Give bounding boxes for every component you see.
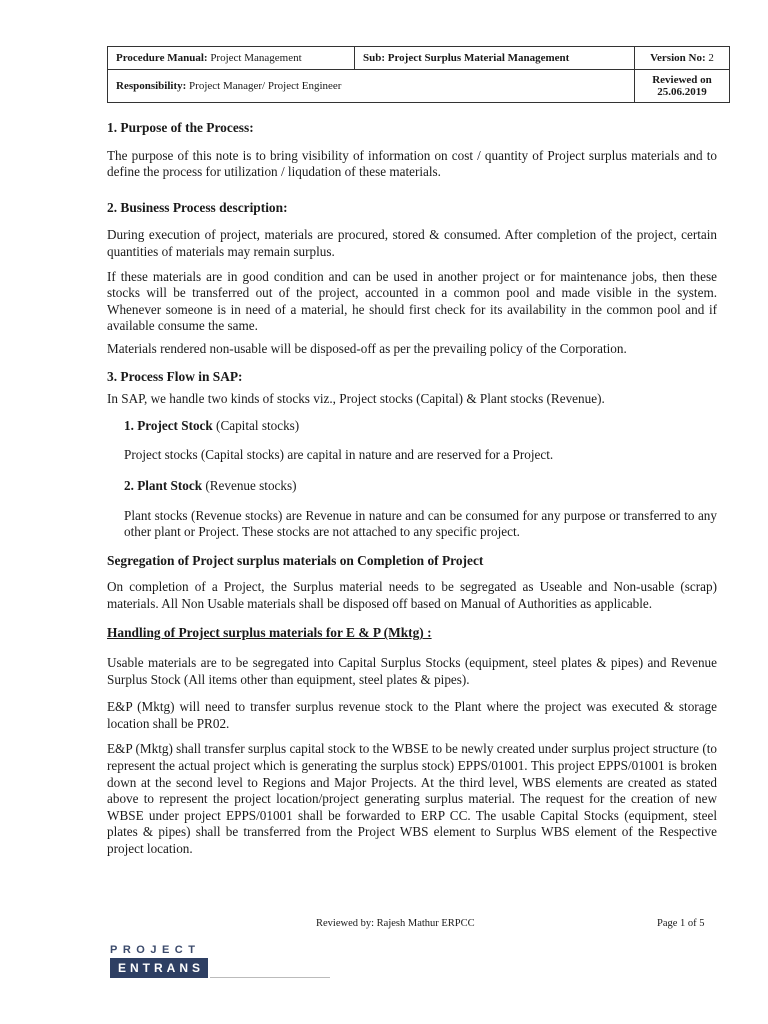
page-number: Page 1 of 5: [657, 918, 705, 929]
manual-value: Project Management: [207, 52, 302, 64]
version-value: 2: [705, 52, 714, 64]
responsibility-value: Project Manager/ Project Engineer: [186, 80, 342, 92]
subject-label: Sub: Project Surplus Material Management: [363, 52, 570, 64]
handling-paragraph-3: E&P (Mktg) shall transfer surplus capital stock to the WBSE to be newly created under surplus project structure (to represent the actual project which is generating the surplus stock) EPPS/01001. This project EPPS/01001 is broken down at the second level to Regions and Major Projects. At the third level, WBS elements are created as stated above to represent the project location/project generating surplus material. The request for the creation of new WBSE under project EPPS/01001 shall be forwarded to ERP CC. The usable Capital Stocks (equipment, steel plates & pipes) shall be transferred from the Project WBS element to Surplus WBS element of the Respective project location.: [107, 741, 717, 856]
company-logo: [110, 944, 208, 978]
segregation-paragraph: On completion of a Project, the Surplus material needs to be segregated as Useable and Non-usable (scrap) materials. All Non Usable materials shall be disposed off based on Manual of Authorities as applicable.: [107, 579, 717, 611]
manual-cell: [108, 47, 355, 70]
project-stock-label: 1. Project Stock: [124, 417, 213, 433]
subject-cell: [355, 47, 635, 70]
plant-stock-heading: [124, 478, 717, 495]
logo-rule: [210, 977, 330, 978]
plant-stock-note: (Revenue stocks): [202, 477, 297, 493]
reviewed-label: Reviewed on: [652, 74, 712, 86]
section-2-paragraph-1: During execution of project, materials are procured, stored & consumed. After completion of the project, certain quantities of materials may remain surplus.: [107, 227, 717, 259]
responsibility-label: Responsibility:: [116, 80, 187, 92]
responsibility-cell: [108, 70, 635, 103]
section-3-paragraph: In SAP, we handle two kinds of stocks viz., Project stocks (Capital) & Plant stocks (Revenue).: [107, 391, 605, 407]
section-2-title: 2. Business Process description:: [107, 199, 288, 215]
logo-bottom-text: ENTRANS: [110, 958, 208, 978]
manual-label: Procedure Manual:: [116, 52, 208, 64]
plant-stock-paragraph: Plant stocks (Revenue stocks) are Revenue in nature and can be consumed for any purpose or transferred to any other plant or Project. These stocks are not attached to any specific project.: [124, 507, 717, 540]
handling-paragraph-2: E&P (Mktg) will need to transfer surplus revenue stock to the Plant where the project was executed & storage location shall be PR02.: [107, 699, 717, 731]
reviewed-date: 25.06.2019: [657, 86, 707, 98]
project-stock-heading: [124, 418, 717, 435]
plant-stock-label: 2. Plant Stock: [124, 477, 203, 493]
section-1-title: 1. Purpose of the Process:: [107, 120, 254, 135]
handling-paragraph-1: Usable materials are to be segregated into Capital Surplus Stocks (equipment, steel plates & pipes) and Revenue Surplus Stock (All items other than equipment, steel plates & pipes).: [107, 655, 717, 687]
reviewed-by: Reviewed by: Rajesh Mathur ERPCC: [316, 918, 475, 929]
section-3-title: 3. Process Flow in SAP:: [107, 368, 243, 384]
version-cell: [635, 47, 730, 70]
section-1-paragraph: The purpose of this note is to bring visibility of information on cost / quantity of Project surplus materials and to define the process for utilization / liqudation of these materials.: [107, 147, 717, 180]
segregation-title: Segregation of Project surplus materials on Completion of Project: [107, 552, 484, 568]
logo-top-text: PROJECT: [110, 944, 201, 956]
project-stock-note: (Capital stocks): [212, 417, 300, 433]
project-stock-paragraph: Project stocks (Capital stocks) are capital in nature and are reserved for a Project.: [124, 447, 554, 463]
reviewed-cell: [635, 70, 730, 103]
section-2-paragraph-3: Materials rendered non-usable will be disposed-off as per the prevailing policy of the Corporation.: [107, 340, 627, 356]
handling-title: Handling of Project surplus materials for E & P (Mktg) :: [107, 625, 432, 641]
document-body: [107, 120, 717, 858]
section-2-paragraph-2: If these materials are in good condition and can be used in another project or for maintenance jobs, then these stocks will be transferred out of the project, accounted in a common pool and made visible in the system. Whenever someone is in need of a material, he should first check for its availability in the common pool and if available consume the same.: [107, 268, 717, 334]
header-table: [107, 46, 730, 103]
version-label: Version No:: [650, 52, 706, 64]
